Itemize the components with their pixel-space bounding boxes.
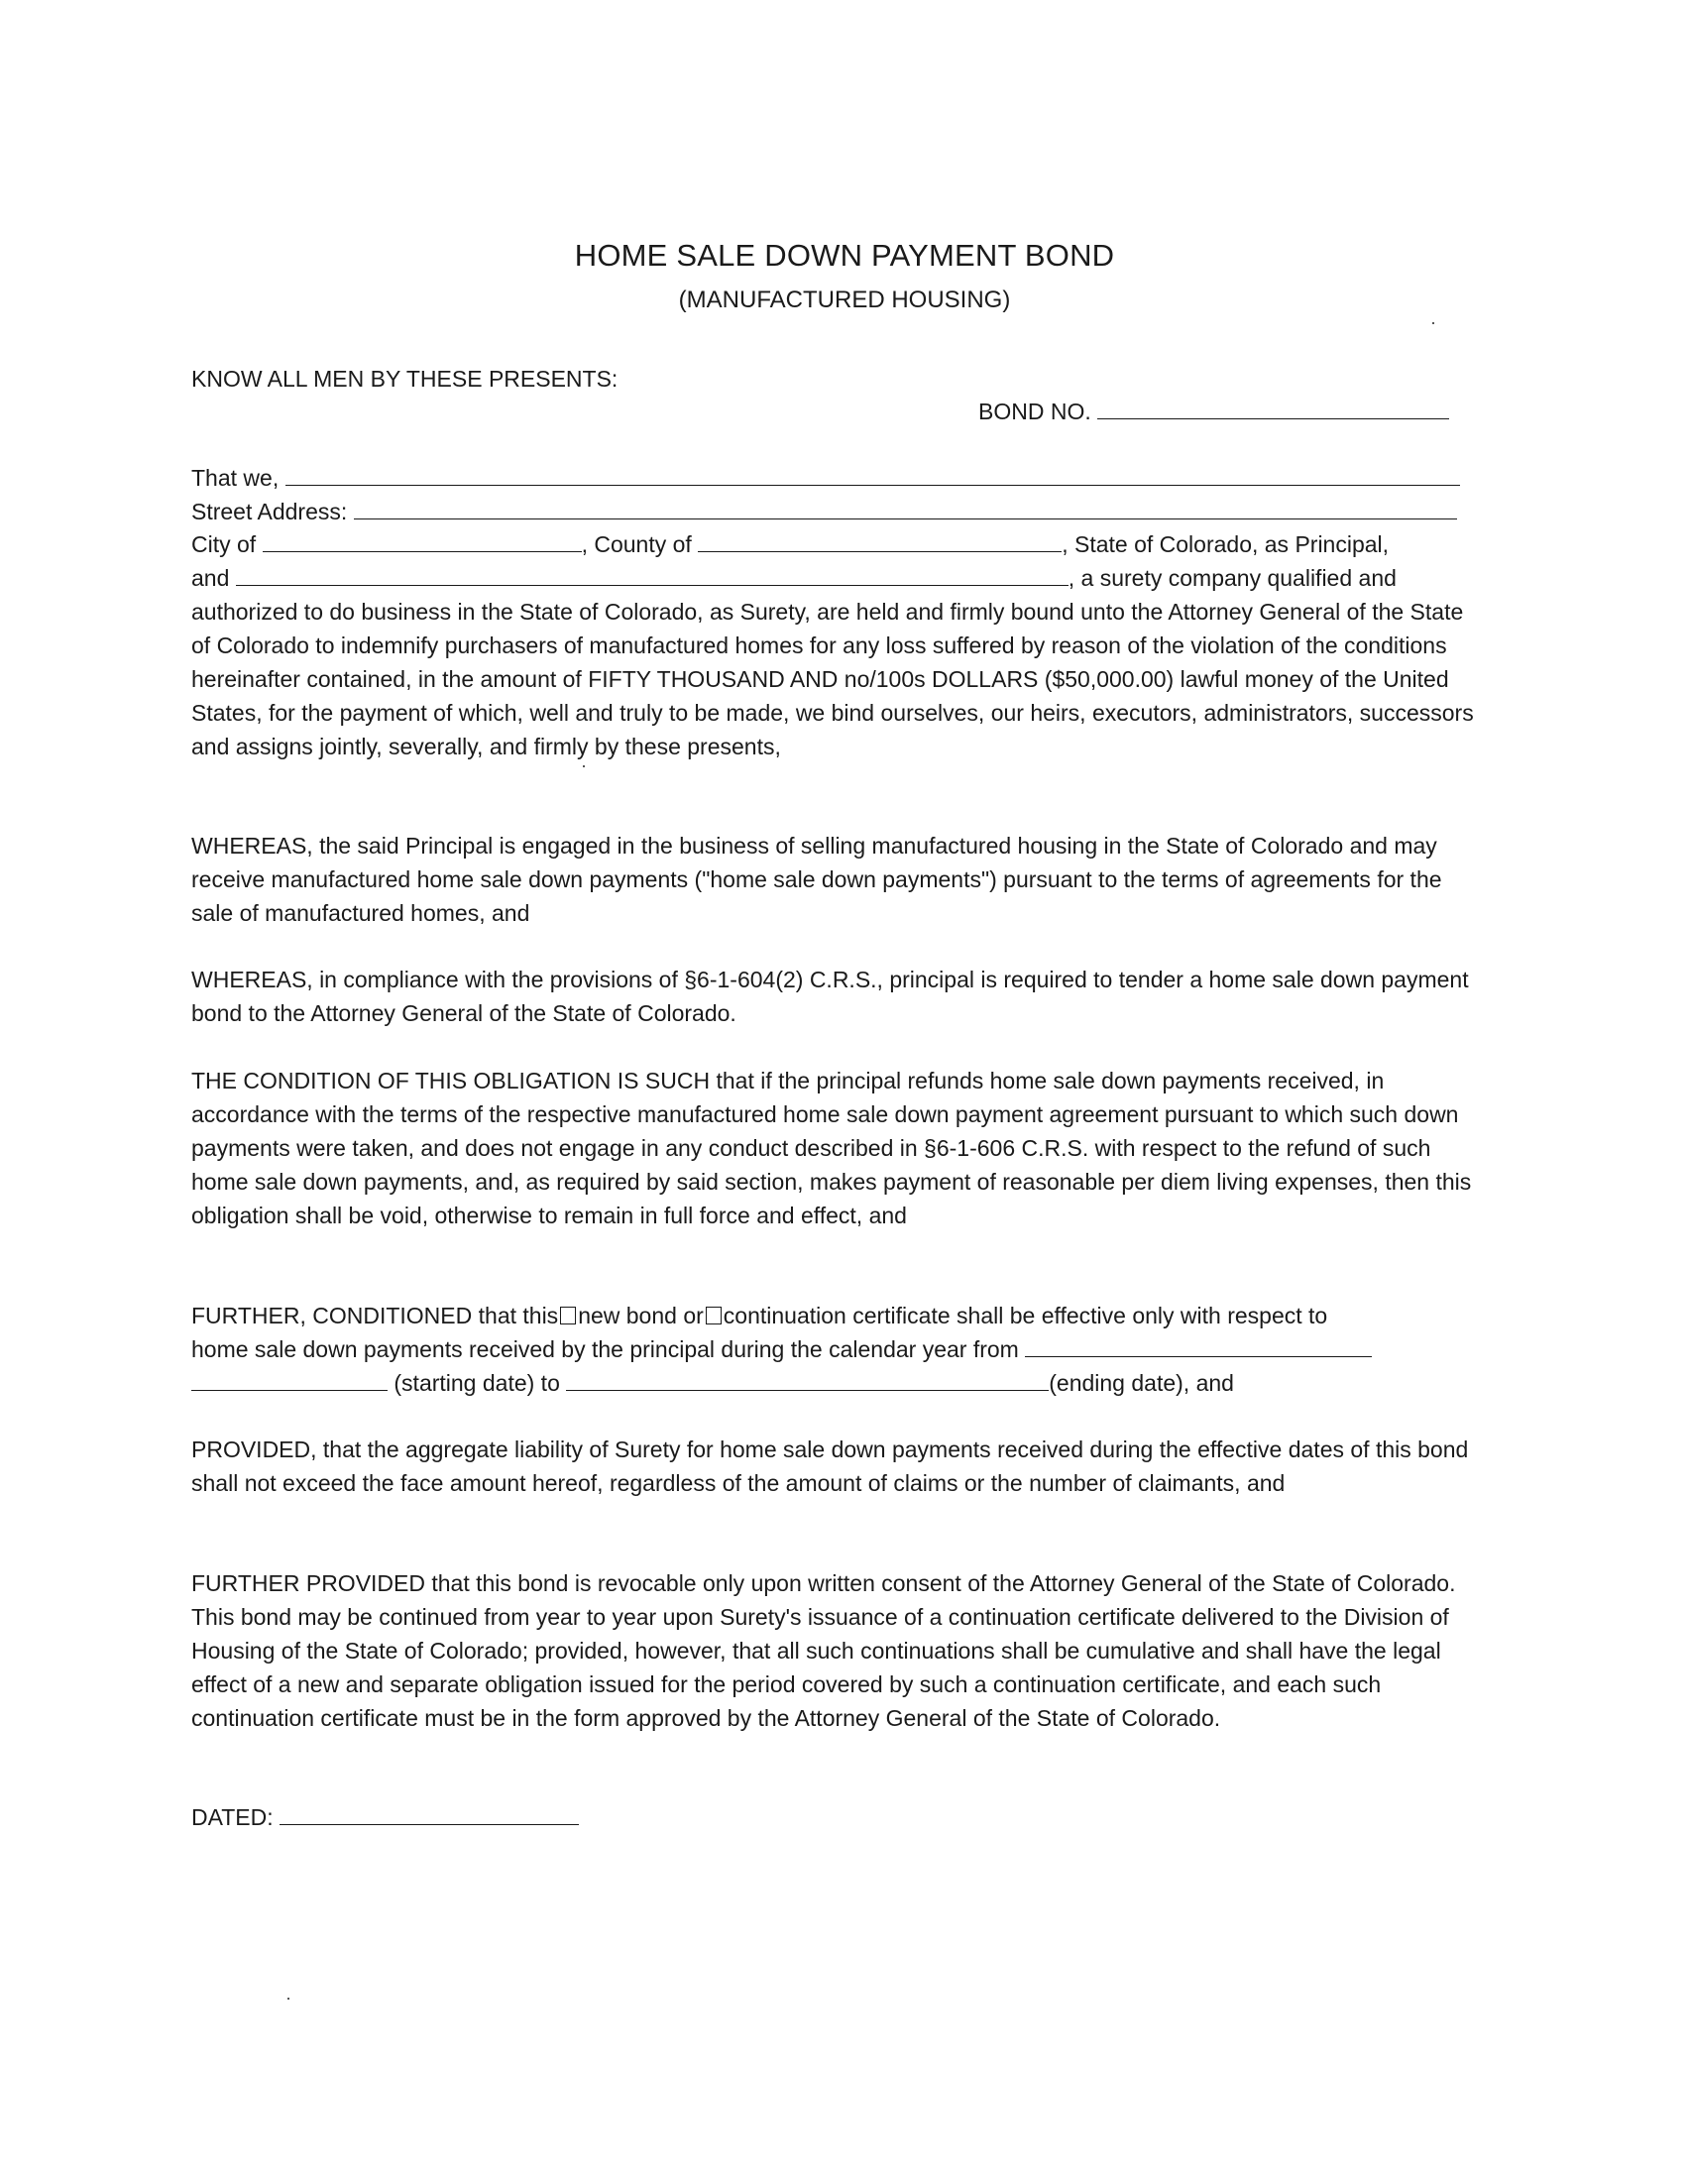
whereas-paragraph-1: WHEREAS, the said Principal is engaged in the business of selling manufactured housing in the State of Colorado and may receive manufactured home sale down payments ("home sale down payments") pursuant to the terms of agreements for the sale of manufactured homes, and [191, 833, 1442, 926]
document-title: HOME SALE DOWN PAYMENT BOND [574, 238, 1115, 273]
provided-paragraph: PROVIDED, that the aggregate liability of Surety for home sale down payments received during the effective dates of this bond shall not exceed the face amount hereof, regardless of the amount of claims or the number of claimants, and [191, 1437, 1469, 1496]
street-address-field[interactable] [354, 497, 1457, 519]
that-we-row [191, 461, 1460, 495]
state-principal-text: , State of Colorado, as Principal, [1062, 531, 1390, 557]
dated-label: DATED: [191, 1804, 274, 1830]
further-conditioned-row-2 [191, 1332, 1372, 1366]
surety-name-field[interactable] [236, 563, 1069, 586]
starting-date-label: (starting date) to [394, 1370, 560, 1396]
condition-paragraph: THE CONDITION OF THIS OBLIGATION IS SUCH that if the principal refunds home sale down payments received, in accordance with the terms of the respective manufactured home sale down payment agreement pursuant to which such down payments were taken, and does not engage in any conduct described in §6-1-606 C.R.S. with respect to the refund of such home sale down payments, and, as required by said section, makes payment of reasonable per diem living expenses, then this obligation shall be void, otherwise to remain in full force and effect, and [191, 1068, 1472, 1228]
scan-speck [583, 765, 585, 767]
calendar-year-text: home sale down payments received by the principal during the calendar year from [191, 1336, 1019, 1362]
bond-no-label: BOND NO. [978, 399, 1091, 424]
surety-qualified-text: , a surety company qualified and [1068, 565, 1397, 591]
dated-row [191, 1800, 579, 1834]
know-all-heading: KNOW ALL MEN BY THESE PRESENTS: [191, 366, 619, 392]
continuation-checkbox[interactable] [706, 1307, 722, 1324]
further-conditioned-text: FURTHER, CONDITIONED that this [191, 1303, 559, 1328]
scan-speck [287, 1998, 289, 2000]
and-label: and [191, 565, 230, 591]
city-county-row [191, 527, 1389, 561]
city-field[interactable] [263, 529, 582, 552]
further-conditioned-row-1 [191, 1299, 1327, 1332]
scan-speck [1432, 322, 1434, 324]
county-of-label: , County of [581, 531, 692, 557]
bond-no-field[interactable] [1097, 397, 1449, 419]
further-provided-paragraph: FURTHER PROVIDED that this bond is revocable only upon written consent of the Attorney General of the State of Colorado. This bond may be continued from year to year upon Surety's issuance of a continuation certificate delivered to the Division of Housing of the State of Colorado; provided, however, that all such continuations shall be cumulative and shall have the legal effect of a new and separate obligation issued for the period covered by such a continuation certificate, and each such continuation certificate must be in the form approved by the Attorney General of the State of Colorado. [191, 1570, 1456, 1731]
principal-name-field[interactable] [285, 463, 1460, 486]
bond-no-row [978, 395, 1449, 428]
whereas-paragraph-2: WHEREAS, in compliance with the provisions of §6-1-604(2) C.R.S., principal is required to tender a home sale down payment bond to the Attorney General of the State of Colorado. [191, 967, 1469, 1026]
continuation-label: continuation certificate shall be effective only with respect to [723, 1303, 1328, 1328]
that-we-label: That we, [191, 465, 280, 491]
date-range-row [191, 1366, 1234, 1400]
body-paragraph: authorized to do business in the State of Colorado, as Surety, are held and firmly bound unto the Attorney General of the State of Colorado to indemnify purchasers of manufactured homes for any loss suffered by reason of the violation of the conditions hereinafter contained, in the amount of FIFTY THOUSAND AND no/100s DOLLARS ($50,000.00) lawful money of the United States, for the payment of which, well and truly to be made, we bind ourselves, our heirs, executors, administrators, successors and assigns jointly, severally, and firmly by these presents, [191, 599, 1474, 759]
surety-row [191, 561, 1397, 595]
dated-field[interactable] [280, 1802, 579, 1825]
document-subtitle: (MANUFACTURED HOUSING) [678, 287, 1011, 313]
city-of-label: City of [191, 531, 257, 557]
ending-date-label: (ending date), and [1049, 1370, 1234, 1396]
street-address-row [191, 495, 1457, 528]
county-field[interactable] [698, 529, 1062, 552]
new-bond-label: new bond or [578, 1303, 704, 1328]
starting-date-field[interactable] [191, 1368, 388, 1391]
ending-date-field[interactable] [566, 1368, 1049, 1391]
calendar-year-from-field[interactable] [1025, 1334, 1372, 1357]
new-bond-checkbox[interactable] [560, 1307, 576, 1324]
street-address-label: Street Address: [191, 499, 348, 524]
